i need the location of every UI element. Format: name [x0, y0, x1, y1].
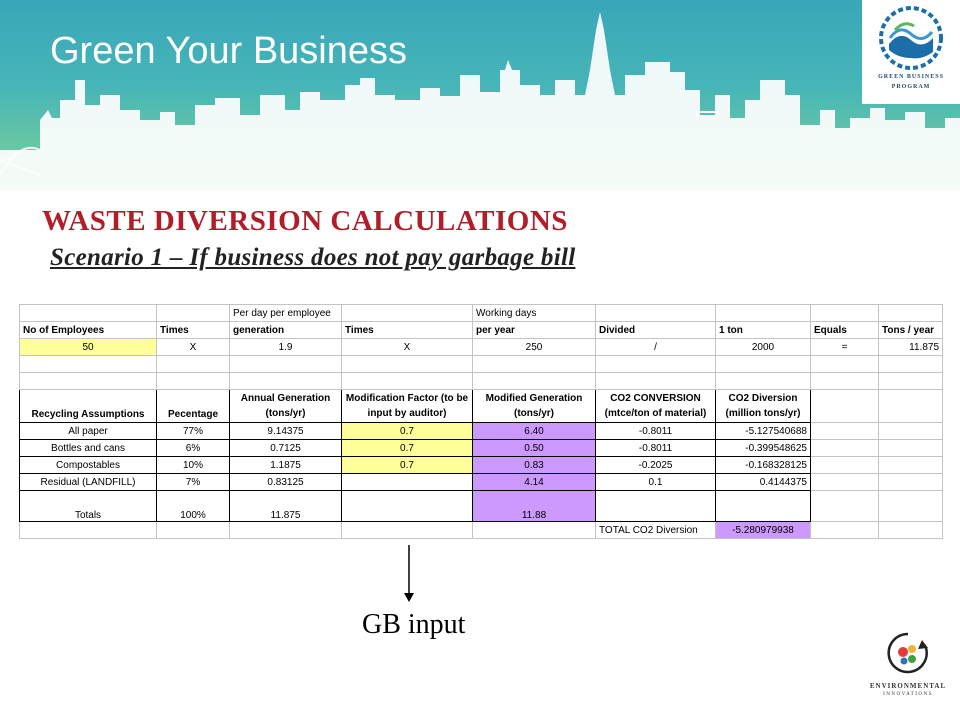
table-cell	[473, 373, 596, 390]
table-cell: 250	[473, 339, 596, 356]
employees-input-cell[interactable]: 50	[20, 339, 157, 356]
column-header: CO2 Diversion (million tons/yr)	[716, 390, 811, 423]
down-arrow-icon	[401, 545, 417, 605]
table-cell: -0.2025	[596, 457, 716, 474]
table-cell	[20, 356, 157, 373]
table-cell: -0.399548625	[716, 440, 811, 457]
table-cell	[342, 474, 473, 491]
logo-text-line2: PROGRAM	[891, 84, 931, 90]
table-row	[20, 457, 943, 474]
table-cell: X	[342, 339, 473, 356]
table-row	[20, 522, 943, 539]
table-cell	[596, 491, 716, 522]
table-cell	[716, 356, 811, 373]
table-cell: -0.8011	[596, 440, 716, 457]
modification-factor-input[interactable]: 0.7	[342, 440, 473, 457]
column-header: Recycling Assumptions	[20, 390, 157, 423]
table-cell: 10%	[157, 457, 230, 474]
table-cell: 0.83125	[230, 474, 342, 491]
table-cell: 100%	[157, 491, 230, 522]
table-row	[20, 322, 943, 339]
table-cell: 9.14375	[230, 423, 342, 440]
table-cell: 6%	[157, 440, 230, 457]
table-cell: 1 ton	[716, 322, 811, 339]
column-header: Annual Generation (tons/yr)	[230, 390, 342, 423]
table-cell	[473, 356, 596, 373]
table-cell	[157, 305, 230, 322]
table-cell	[879, 522, 943, 539]
table-header-row	[20, 390, 943, 423]
modification-factor-input[interactable]: 0.7	[342, 457, 473, 474]
table-cell	[716, 305, 811, 322]
column-header: Modified Generation (tons/yr)	[473, 390, 596, 423]
table-cell: 77%	[157, 423, 230, 440]
table-cell: per year	[473, 322, 596, 339]
table-cell	[230, 373, 342, 390]
green-business-logo	[862, 0, 960, 104]
total-co2-value: -5.280979938	[716, 522, 811, 539]
table-cell: Working days	[473, 305, 596, 322]
waste-diversion-table	[19, 304, 943, 539]
recycle-circle-icon	[866, 628, 950, 678]
table-cell	[811, 491, 879, 522]
table-cell: 1.9	[230, 339, 342, 356]
table-cell	[879, 356, 943, 373]
column-header: CO2 CONVERSION (mtce/ton of material)	[596, 390, 716, 423]
city-skyline-graphic	[0, 0, 960, 190]
table-cell: 6.40	[473, 423, 596, 440]
table-cell	[342, 491, 473, 522]
table-cell: 0.7125	[230, 440, 342, 457]
table-row	[20, 440, 943, 457]
table-cell: 11.88	[473, 491, 596, 522]
ei-logo-line2: INNOVATIONS	[883, 692, 933, 697]
gb-input-label: GB input	[362, 609, 466, 640]
ei-logo-line1: ENVIRONMENTAL	[869, 682, 947, 690]
table-cell	[811, 474, 879, 491]
table-cell: 1.1875	[230, 457, 342, 474]
table-cell	[230, 356, 342, 373]
table-cell: Times	[342, 322, 473, 339]
table-cell	[811, 305, 879, 322]
table-row	[20, 305, 943, 322]
table-cell: 7%	[157, 474, 230, 491]
table-cell: 0.50	[473, 440, 596, 457]
table-cell	[879, 423, 943, 440]
totals-row	[20, 491, 943, 522]
table-row	[20, 356, 943, 373]
table-cell	[716, 373, 811, 390]
section-title: WASTE DIVERSION CALCULATIONS	[42, 205, 568, 237]
modification-factor-input[interactable]: 0.7	[342, 423, 473, 440]
table-cell	[879, 474, 943, 491]
table-cell: Totals	[20, 491, 157, 522]
table-row	[20, 339, 943, 356]
table-cell	[157, 522, 230, 539]
table-cell: -0.168328125	[716, 457, 811, 474]
total-co2-label: TOTAL CO2 Diversion	[596, 522, 716, 539]
scenario-subtitle: Scenario 1 – If business does not pay garbage bill	[50, 244, 576, 271]
table-cell	[811, 423, 879, 440]
table-row	[20, 474, 943, 491]
header-banner	[0, 0, 960, 190]
table-cell	[879, 305, 943, 322]
table-cell	[811, 440, 879, 457]
table-cell	[879, 373, 943, 390]
table-cell	[879, 457, 943, 474]
table-cell	[342, 305, 473, 322]
table-cell: Times	[157, 322, 230, 339]
table-cell	[596, 373, 716, 390]
table-cell: generation	[230, 322, 342, 339]
table-cell	[811, 373, 879, 390]
table-cell	[20, 305, 157, 322]
table-cell	[342, 522, 473, 539]
table-cell: Bottles and cans	[20, 440, 157, 457]
table-cell: No of Employees	[20, 322, 157, 339]
table-cell	[811, 522, 879, 539]
table-cell	[230, 522, 342, 539]
table-cell: 11.875	[230, 491, 342, 522]
table-cell: Tons / year	[879, 322, 943, 339]
environmental-innovations-logo	[866, 628, 950, 708]
table-cell	[811, 457, 879, 474]
table-cell: 11.875	[879, 339, 943, 356]
table-cell	[879, 491, 943, 522]
table-cell: Compostables	[20, 457, 157, 474]
table-cell: Equals	[811, 322, 879, 339]
table-cell: 2000	[716, 339, 811, 356]
table-cell: All paper	[20, 423, 157, 440]
table-cell	[20, 522, 157, 539]
table-cell: 4.14	[473, 474, 596, 491]
table-cell	[342, 373, 473, 390]
table-cell: Divided	[596, 322, 716, 339]
table-cell	[596, 305, 716, 322]
table-cell	[157, 373, 230, 390]
table-cell: Per day per employee	[230, 305, 342, 322]
table-cell	[20, 373, 157, 390]
table-cell: =	[811, 339, 879, 356]
table-cell: 0.1	[596, 474, 716, 491]
table-cell: -5.127540688	[716, 423, 811, 440]
table-cell	[811, 390, 879, 423]
table-cell	[596, 356, 716, 373]
logo-text-line1: GREEN BUSINESS	[878, 74, 944, 80]
table-cell	[473, 522, 596, 539]
table-cell: 0.83	[473, 457, 596, 474]
table-cell	[157, 356, 230, 373]
column-header: Modification Factor (to be input by auditor)	[342, 390, 473, 423]
table-cell	[879, 440, 943, 457]
table-cell	[811, 356, 879, 373]
column-header: Pecentage	[157, 390, 230, 423]
table-cell: Residual (LANDFILL)	[20, 474, 157, 491]
table-cell	[716, 491, 811, 522]
wave-gear-icon	[862, 0, 960, 72]
table-row	[20, 373, 943, 390]
table-cell: X	[157, 339, 230, 356]
banner-title: Green Your Business	[50, 30, 408, 72]
table-cell	[342, 356, 473, 373]
table-cell: 0.4144375	[716, 474, 811, 491]
table-cell	[879, 390, 943, 423]
table-cell: -0.8011	[596, 423, 716, 440]
table-row	[20, 423, 943, 440]
table-cell: /	[596, 339, 716, 356]
